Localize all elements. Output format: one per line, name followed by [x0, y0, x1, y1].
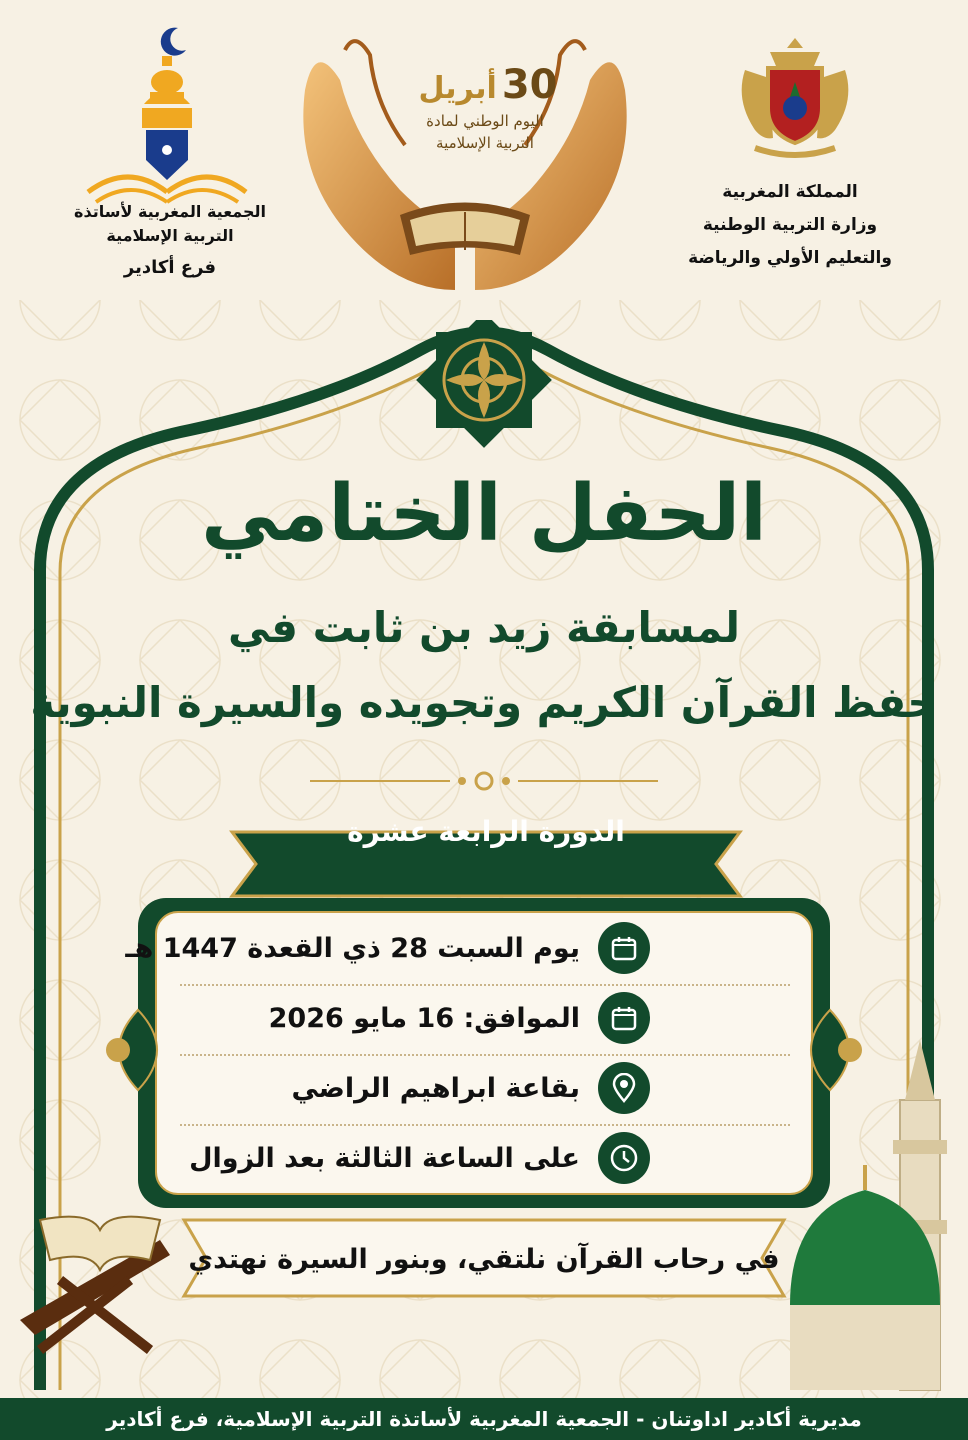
- association-name: [40, 200, 300, 280]
- clock-icon: [598, 1132, 650, 1184]
- association-logo: [78, 22, 258, 212]
- info-row-time: [130, 1126, 650, 1190]
- competition-name: لمسابقة زيد بن ثابت في: [228, 603, 740, 652]
- motto: في رحاب القرآن نلتقي، وبنور السيرة نهتدي: [188, 1244, 780, 1275]
- event-details-box: [125, 898, 830, 1208]
- gov-line1: المملكة المغربية: [722, 182, 858, 202]
- gov-line3: والتعليم الأولي والرياضة: [688, 248, 892, 268]
- competition-topic: حفظ القرآن الكريم وتجويده والسيرة النبوية: [30, 678, 938, 727]
- calendar-icon: [598, 992, 650, 1044]
- hijri-date-text: يوم السبت 28 ذي القعدة 1447 هـ: [125, 932, 580, 964]
- association-line2: التربية الإسلامية: [106, 226, 234, 245]
- footer-text: مديرية أكادير اداوتنان - الجمعية المغربية لأساتذة التربية الإسلامية، فرع أكادير: [106, 1407, 862, 1431]
- info-row-hijri-date: [125, 916, 650, 980]
- date-number: 30: [501, 62, 558, 108]
- ministry-name: [660, 176, 920, 275]
- info-row-venue: [130, 1056, 650, 1120]
- national-day-caption: [400, 110, 570, 154]
- national-day-date: [398, 62, 578, 108]
- divider-ornament: [310, 773, 658, 789]
- day-line1: اليوم الوطني لمادة: [426, 112, 544, 130]
- day-line2: التربية الإسلامية: [436, 134, 534, 152]
- star-medallion: [416, 320, 552, 448]
- time-text: على الساعة الثالثة بعد الزوال: [189, 1142, 580, 1174]
- royal-emblem-icon: [730, 30, 860, 165]
- venue-text: بقاعة ابراهيم الراضي: [291, 1072, 580, 1104]
- calendar-icon: [598, 922, 650, 974]
- association-branch: فرع أكادير: [123, 257, 217, 278]
- location-pin-icon: [598, 1062, 650, 1114]
- date-month: أبريل: [418, 71, 497, 106]
- info-row-gregorian-date: [130, 986, 650, 1050]
- association-line1: الجمعية المغربية لأساتذة: [74, 202, 266, 221]
- gregorian-date-text: الموافق: 16 مايو 2026: [268, 1002, 580, 1034]
- gov-line2: وزارة التربية الوطنية: [702, 215, 878, 235]
- page-title: الحفل الختامي: [201, 469, 767, 559]
- edition-banner: الدورة الرابعة عشرة: [347, 815, 625, 848]
